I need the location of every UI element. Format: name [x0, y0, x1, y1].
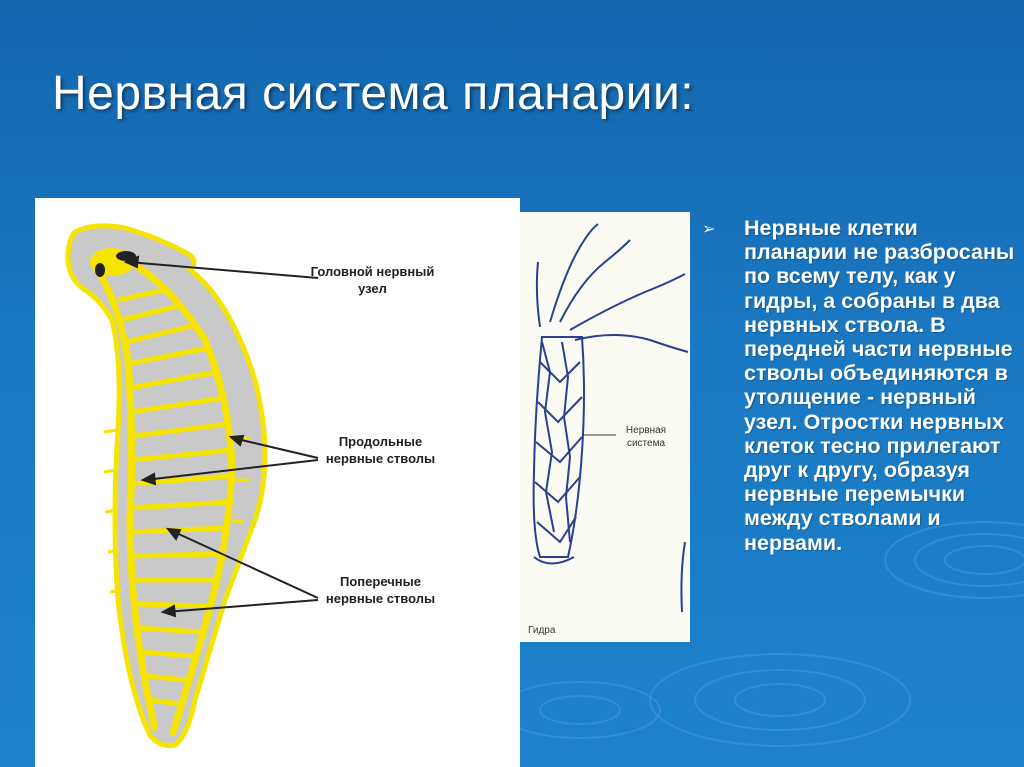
- label-hydra-caption: Гидра: [528, 625, 556, 636]
- bullet-text: Нервные клетки планарии не разбросаны по всему телу, как у гидры, а собраны в два нервных ствола. В передней части нервные стволы объединяются в утолщение - нервный узел. Отростки нервных клеток тесно прилегают друг к другу, образуя нервные перемычки между стволами и нервами.: [744, 216, 1015, 555]
- label-transverse-trunks: Поперечные нервные стволы: [325, 574, 436, 606]
- hydra-tentacle: [537, 262, 540, 327]
- label-hydra-nervous-system: Нервная система: [625, 425, 667, 449]
- hydra-tentacle: [575, 335, 688, 352]
- chevron-arrow-icon: ➢: [702, 219, 716, 238]
- hydra-tentacle: [550, 224, 598, 322]
- label-longitudinal-trunks: Продольные нервные стволы: [325, 434, 436, 466]
- planaria-body: [68, 226, 265, 746]
- hydra-tentacle: [560, 240, 630, 322]
- bullet-list-item: [702, 216, 1022, 555]
- eye-left: [95, 263, 105, 277]
- slide-title: Нервная система планарии:: [52, 67, 695, 120]
- label-head-ganglion: Головной нервный узел: [310, 264, 435, 296]
- hydra-tentacle: [570, 274, 685, 330]
